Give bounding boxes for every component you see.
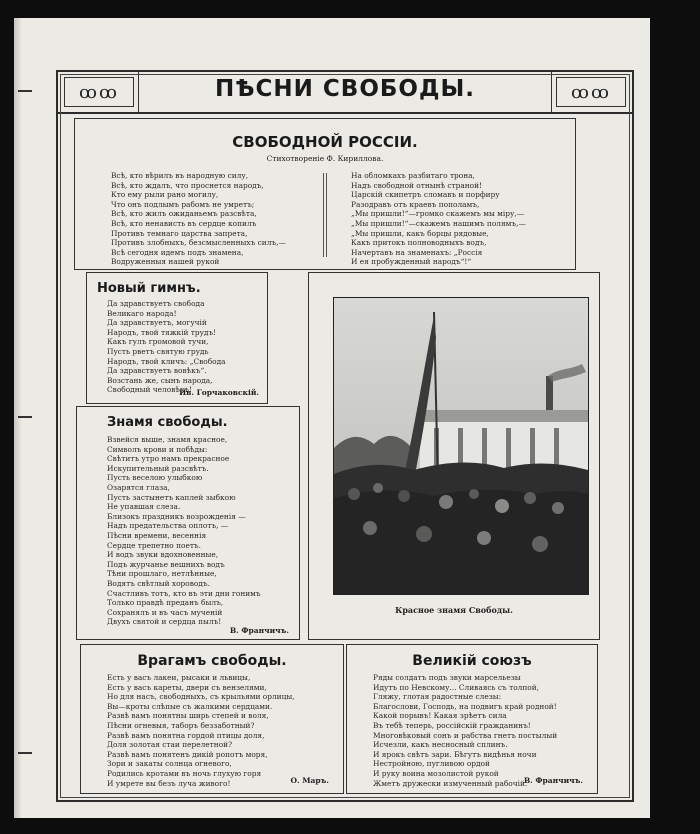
poem-right-column [351, 171, 526, 267]
poem-line: Да здравствуетъ, могучiй [107, 318, 207, 328]
poem-lines [107, 299, 226, 395]
poem-line: Надъ предательства оплотъ, — [107, 521, 229, 531]
poem-line: Развѣ вамъ понятны ширь степей и воля, [107, 711, 269, 721]
poem-line: И водъ звуки вдохновенные, [107, 550, 219, 560]
poem-line: Развѣ вамъ понятна гордой птицы доля, [107, 730, 265, 740]
poem-line: „Мы пришли!“—громко скажемъ мы мiру,— [351, 209, 525, 219]
poem-line: Искупительный разсвѣтъ. [107, 463, 209, 473]
poem-line: Начертавъ на знаменахъ: „Россiя [351, 247, 483, 257]
poem-line: Противъ злобныхъ, безсмысленныхъ силъ,— [111, 238, 286, 248]
poem-line: Тѣни прошлаго, нетлѣнные, [107, 569, 217, 579]
poem-line: Пѣсни огневыя, таборъ беззаботный? [107, 720, 255, 730]
poem-line: Возстань же, сынъ народа, [107, 375, 213, 385]
poem-line: Есть у васъ кареты, двери съ вензелями, [107, 682, 267, 692]
magazine-page [14, 18, 650, 818]
poem-line: Что онъ подлымъ рабомъ не умретъ; [111, 199, 255, 209]
poem-line: Двухъ святой и сердца пылъ! [107, 617, 222, 627]
poem-line: И умрете вы безъ луча живого! [107, 778, 231, 788]
poem-line: Доля золотая стаи перелетной? [107, 740, 233, 750]
poem-line: Какъ гулъ громовой тучи, [107, 337, 209, 347]
poem-line: Гляжу, глотая радостные слезы: [373, 692, 502, 702]
ornament-left-icon: ꝏꝏ [64, 77, 134, 107]
masthead [58, 72, 632, 114]
poem-line: Пусть веселою улыбкою [107, 473, 203, 483]
poem-line: Пусть рветъ святую грудь [107, 346, 209, 356]
poem-line: Водятъ свѣтлый хороводъ. [107, 578, 210, 588]
binding-mark [18, 416, 32, 418]
poem-line: Какъ притокъ полноводныхъ водъ, [351, 238, 487, 248]
poem-line: Свободный человѣкъ! [107, 385, 193, 395]
poem-line: Озарятся глаза, [107, 482, 170, 492]
poem-line: Кто ему рыли рано могилу, [111, 190, 219, 200]
page-title: ПѢСНИ СВОБОДЫ. [214, 76, 476, 102]
poem-line: Всѣ, кто ждалъ, что проснется народъ, [111, 180, 264, 190]
poem-line: На обломкахъ разбитаго трона, [351, 171, 475, 180]
poem-line: Противъ темнаго царства запрета, [111, 228, 248, 238]
photo-red-banner [333, 297, 589, 595]
poem-line: Надъ свободной отнынѣ страной! [351, 180, 483, 190]
poem-line: Близокъ праздникъ возрожденiя — [107, 511, 246, 521]
poem-author: Ив. Горчаковскiй. [179, 388, 259, 397]
poem-author: В. Франчичъ. [523, 776, 583, 785]
poem-line: Царскiй скипетръ сломавъ и порфиру [351, 190, 500, 200]
crowd-with-flag-image [334, 298, 588, 594]
poem-line: Есть у васъ лакеи, рысаки и львицы, [107, 673, 251, 682]
poem-line: Не упавшая слеза. [107, 502, 181, 512]
column-divider [326, 173, 327, 257]
poem-line: Какой порывъ! Какая зрѣетъ сила [373, 711, 507, 721]
poem-line: Да здравствуетъ свобода [107, 299, 205, 308]
poem-line: Родились кротами въ ночь глухую горя [107, 768, 262, 778]
poem-title: СВОБОДНОЙ РОССIИ. [232, 133, 418, 151]
poem-line: Въ тебѣ теперь, россiйскiй гражданинъ! [373, 720, 531, 730]
poem-line: Всѣ, кто вѣрилъ въ народную силу, [111, 171, 249, 180]
poem-line: „Мы пришли!“—скажемъ нашимъ полямъ,— [351, 218, 526, 228]
poem-author: В. Франчичъ. [229, 626, 289, 635]
poem-line: Всѣ, кто жилъ ожиданьемъ разсвѣта, [111, 209, 257, 219]
poem-line: Водруженныя нашей рукой [111, 257, 220, 267]
photo-panel [308, 272, 600, 640]
poem-line: Сердце трепетно поетъ. [107, 540, 201, 550]
poem-line: Идутъ по Невскому... Сливаясь съ толпой, [373, 682, 539, 692]
poem-lines [373, 673, 557, 788]
poem-line: Народъ, твой тяжкiй трудъ! [107, 327, 217, 337]
column-divider [323, 173, 324, 257]
poem-svobodnoy-rossii [74, 118, 576, 270]
poem-line: Великаго народа! [107, 308, 177, 318]
poem-line: Но для насъ, свободныхъ, съ крыльями орлицы, [107, 692, 295, 702]
poem-novyy-gimn [86, 272, 268, 404]
poem-line: Свѣтитъ утро намъ прекрасное [107, 454, 230, 464]
poem-line: И ярокъ свѣтъ зари. Бѣгутъ видѣнья ночи [373, 749, 537, 759]
poem-velikiy-soyuz [346, 644, 598, 794]
poem-vragam-svobody [80, 644, 344, 794]
poem-title: Врагамъ свободы. [137, 653, 287, 669]
poem-line: Благослови, Господь, на подвигъ край родной! [373, 701, 557, 711]
poem-subtitle: Стихотворенiе Ф. Кириллова. [266, 154, 384, 163]
photo-caption: Красное знамя Свободы. [395, 605, 513, 615]
poem-title: Знамя свободы. [107, 415, 228, 430]
poem-line: Вы—кроты слѣпые съ жалкими сердцами. [107, 701, 273, 711]
poem-line: Народъ, твой кличъ: „Свобода [107, 356, 226, 366]
poem-line: Пѣсни времени, весеннiя [107, 530, 207, 540]
poem-line: Только правдѣ преданъ былъ, [107, 598, 224, 608]
poem-line: И руку воина мозолистой рукой [373, 768, 499, 778]
poem-line: Символъ крови и побѣды: [107, 444, 208, 454]
poem-line: Да здравствуетъ вовѣкъ“. [107, 366, 207, 376]
poem-line: Подъ журчанье вешнихъ водъ [107, 559, 225, 569]
poem-line: Зори и закаты солнца огневого, [107, 759, 232, 769]
poem-line: Всѣ, кто ненависть въ сердце копилъ [111, 218, 257, 228]
poem-line: „Мы пришли, какъ борцы рядовые, [351, 228, 489, 238]
poem-line: Разодравъ отъ краевъ пополамъ, [351, 199, 480, 209]
poem-line: Ряды солдатъ подъ звуки марсельезы [373, 673, 521, 682]
poem-line: Всѣ сегодня идемъ подъ знамена, [111, 247, 244, 257]
poem-line: Счастливъ тотъ, кто въ эти дни гонимъ [107, 588, 261, 598]
binding-mark [18, 752, 32, 754]
poem-line: Развѣ вамъ понятенъ дикiй ропотъ моря, [107, 749, 268, 759]
poem-line: Сохранялъ и въ часъ мученiй [107, 607, 223, 617]
poem-line: Взвейся выше, знамя красное, [107, 435, 228, 444]
poem-znamya-svobody [76, 406, 300, 640]
binding-mark [18, 90, 32, 92]
poem-line: Многовѣковый сонъ и рабства гнетъ постылый [373, 730, 558, 740]
poem-line: Пусть застынетъ каплей зыбкою [107, 492, 236, 502]
ornament-right-icon: ꝏꝏ [556, 77, 626, 107]
poem-line: Жметъ дружески измученный рабочiй. [373, 778, 528, 788]
poem-left-column [111, 171, 286, 267]
poem-title: Великiй союзъ [412, 653, 532, 669]
poem-lines [107, 435, 261, 627]
poem-author: О. Маръ. [290, 776, 329, 785]
poem-line: Исчезли, какъ несносный сплинъ. [373, 740, 508, 750]
page-frame [56, 70, 634, 802]
poem-line: И ея пробужденный народъ“!“ [351, 257, 472, 267]
poem-title: Новый гимнъ. [97, 281, 201, 296]
poem-line: Нестройною, пугливою ордой [373, 759, 490, 769]
poem-lines [107, 673, 295, 788]
